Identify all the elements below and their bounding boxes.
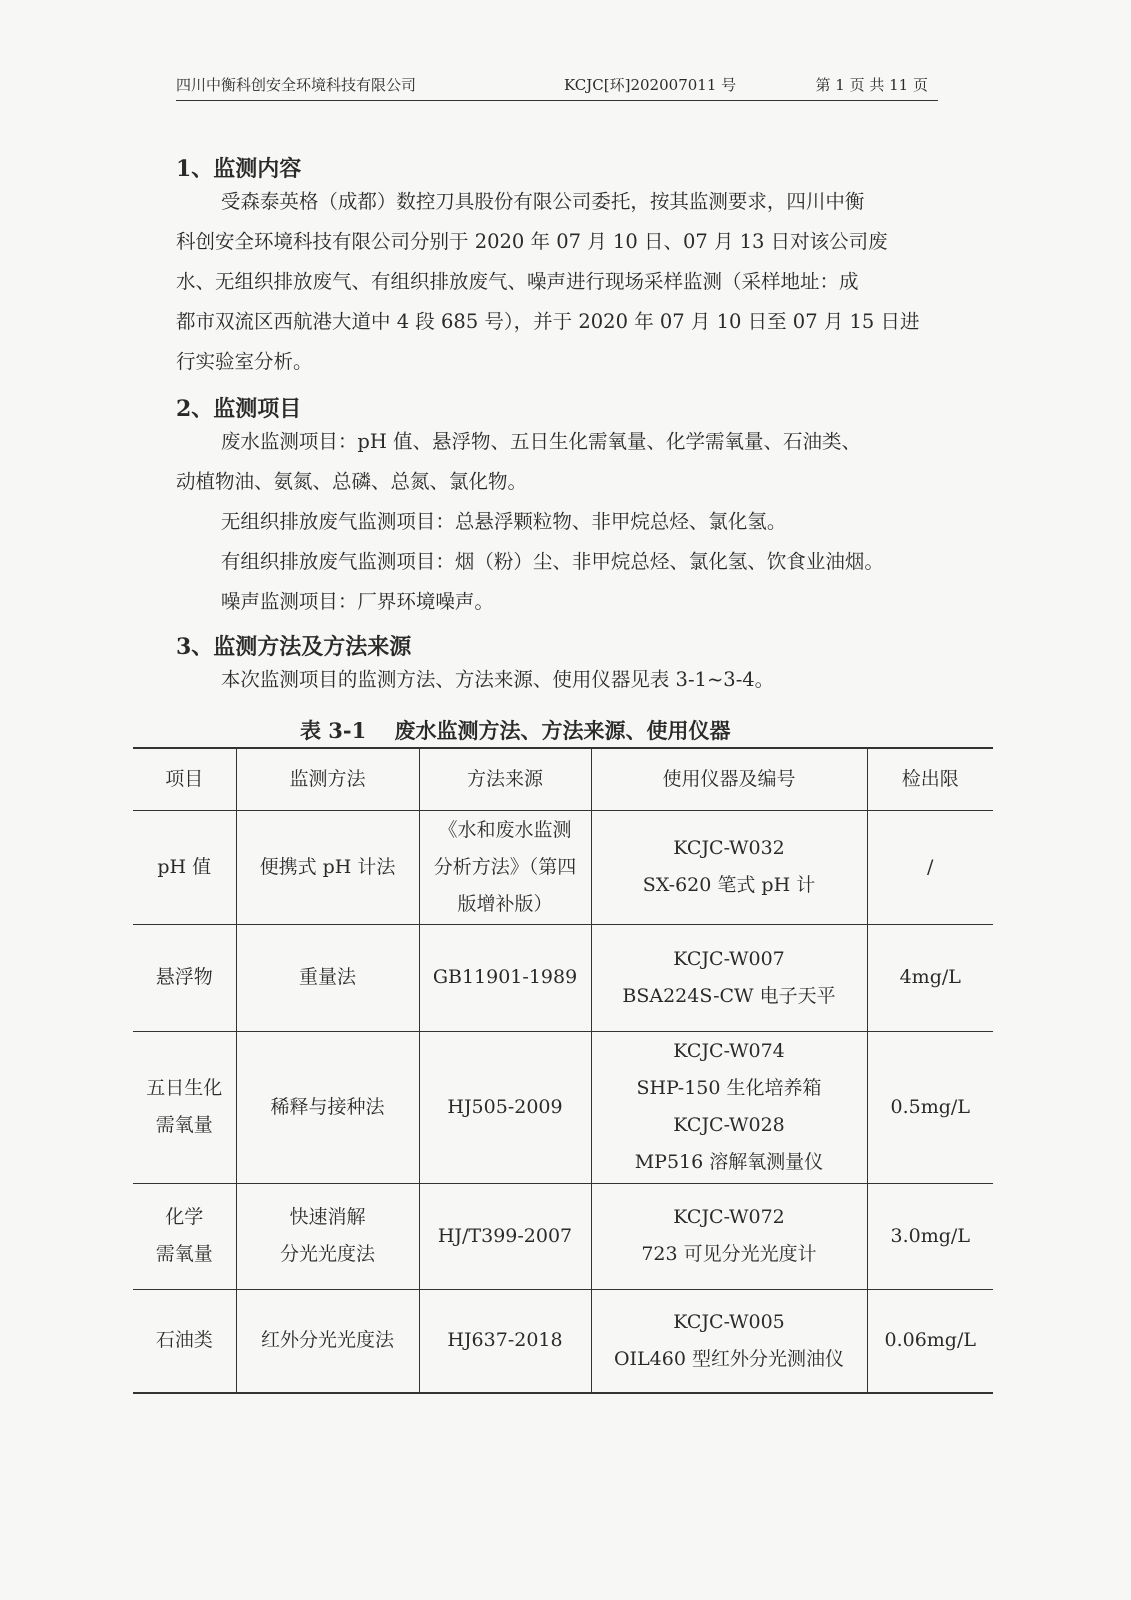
cell-item xyxy=(133,924,236,1031)
cell-source xyxy=(419,924,591,1031)
section2-line: 废水监测项目：pH 值、悬浮物、五日生化需氧量、化学需氧量、石油类、 xyxy=(220,430,862,453)
cell-text: pH 值 xyxy=(157,855,212,878)
header-page-number: 第 1 页 共 11 页 xyxy=(815,76,928,94)
cell-instrument xyxy=(591,1289,867,1393)
cell-instrument xyxy=(591,810,867,924)
section3-line: 本次监测项目的监测方法、方法来源、使用仪器见表 3-1~3-4。 xyxy=(220,668,775,691)
cell-source xyxy=(419,1183,591,1289)
cell-text: HJ505-2009 xyxy=(447,1095,563,1118)
cell-text: 石油类 xyxy=(155,1329,213,1352)
cell-item xyxy=(133,810,236,924)
table-row xyxy=(133,1031,993,1183)
cell-limit: / xyxy=(867,810,993,924)
table-row xyxy=(133,1183,993,1289)
header-source: 方法来源 xyxy=(419,748,591,810)
cell-text: 快速消解 xyxy=(289,1206,366,1228)
section2-line: 无组织排放废气监测项目：总悬浮颗粒物、非甲烷总烃、氯化氢。 xyxy=(220,510,787,533)
header-company: 四川中衡科创安全环境科技有限公司 xyxy=(176,76,417,94)
cell-text: 版增补版） xyxy=(457,892,553,915)
table-row xyxy=(133,810,993,924)
cell-text: 悬浮物 xyxy=(155,966,213,988)
section3-body xyxy=(176,660,944,700)
cell-instrument xyxy=(591,1031,867,1183)
cell-method xyxy=(236,1183,419,1289)
cell-limit: 0.06mg/L xyxy=(867,1289,993,1393)
header-limit: 检出限 xyxy=(867,748,993,810)
cell-text: 五日生化 xyxy=(146,1077,223,1099)
table-caption: 表 3-1 废水监测方法、方法来源、使用仪器 xyxy=(300,718,731,743)
cell-limit: 3.0mg/L xyxy=(867,1183,993,1289)
section1-body xyxy=(176,182,944,382)
cell-instrument xyxy=(591,924,867,1031)
cell-text: SX-620 笔式 pH 计 xyxy=(642,874,816,896)
section1-heading: 1、监测内容 xyxy=(176,156,302,182)
section2-line: 有组织排放废气监测项目：烟（粉）尘、非甲烷总烃、氯化氢、饮食业油烟。 xyxy=(220,550,884,573)
cell-source xyxy=(419,1289,591,1393)
cell-text: GB11901-1989 xyxy=(432,966,578,988)
header-report-number: KCJC[环]202007011 号 xyxy=(564,76,737,94)
cell-text: 便携式 pH 计法 xyxy=(259,855,396,878)
section2-body xyxy=(176,422,944,622)
cell-text: 需氧量 xyxy=(155,1243,213,1265)
cell-text: SHP-150 生化培养箱 xyxy=(636,1077,822,1099)
cell-text: 723 可见分光光度计 xyxy=(641,1243,817,1265)
cell-instrument xyxy=(591,1183,867,1289)
table-header-row xyxy=(133,748,993,810)
cell-text: 分析方法》（第四 xyxy=(433,855,577,878)
cell-text: 红外分光光度法 xyxy=(260,1329,394,1352)
cell-text: 分光光度法 xyxy=(279,1243,375,1265)
cell-method xyxy=(236,1289,419,1393)
cell-text: BSA224S-CW 电子天平 xyxy=(622,984,836,1007)
section2-line: 动植物油、氨氮、总磷、总氮、氯化物。 xyxy=(176,470,528,493)
cell-method xyxy=(236,810,419,924)
cell-text: KCJC-W074 xyxy=(673,1040,785,1062)
cell-source xyxy=(419,810,591,924)
method-table xyxy=(133,747,993,1394)
cell-text: 化学 xyxy=(165,1206,204,1228)
cell-text: KCJC-W072 xyxy=(673,1206,785,1228)
cell-text: 需氧量 xyxy=(155,1114,213,1136)
cell-method xyxy=(236,1031,419,1183)
header-method: 监测方法 xyxy=(236,748,419,810)
cell-text: OIL460 型红外分光测油仪 xyxy=(613,1347,844,1370)
section3-heading: 3、监测方法及方法来源 xyxy=(176,634,412,660)
table-row xyxy=(133,1289,993,1393)
section1-line: 水、无组织排放废气、有组织排放废气、噪声进行现场采样监测（采样地址：成 xyxy=(176,270,859,293)
cell-text: 稀释与接种法 xyxy=(270,1095,385,1118)
cell-text: KCJC-W032 xyxy=(673,837,785,859)
section2-heading: 2、监测项目 xyxy=(176,396,302,422)
cell-method xyxy=(236,924,419,1031)
section1-line: 都市双流区西航港大道中 4 段 685 号），并于 2020 年 07 月 10 日至 07 月 15 日进 xyxy=(176,310,920,333)
header-instrument: 使用仪器及编号 xyxy=(591,748,867,810)
cell-text: HJ/T399-2007 xyxy=(437,1224,573,1247)
cell-limit: 4mg/L xyxy=(867,924,993,1031)
cell-text: HJ637-2018 xyxy=(447,1329,563,1352)
cell-item xyxy=(133,1289,236,1393)
cell-item xyxy=(133,1031,236,1183)
cell-text: KCJC-W007 xyxy=(673,947,785,970)
cell-text: MP516 溶解氧测量仪 xyxy=(634,1151,824,1173)
cell-text: KCJC-W005 xyxy=(673,1310,785,1333)
section2-line: 噪声监测项目：厂界环境噪声。 xyxy=(220,590,494,613)
cell-text: 《水和废水监测 xyxy=(438,818,572,841)
cell-limit: 0.5mg/L xyxy=(867,1031,993,1183)
cell-source xyxy=(419,1031,591,1183)
section1-line: 行实验室分析。 xyxy=(176,350,313,373)
cell-text: KCJC-W028 xyxy=(673,1114,785,1136)
page-header xyxy=(176,76,938,101)
cell-text: 重量法 xyxy=(298,966,356,988)
cell-item xyxy=(133,1183,236,1289)
table-row xyxy=(133,924,993,1031)
section1-line: 受森泰英格（成都）数控刀具股份有限公司委托，按其监测要求，四川中衡 xyxy=(220,190,865,213)
header-item: 项目 xyxy=(133,748,236,810)
section1-line: 科创安全环境科技有限公司分别于 2020 年 07 月 10 日、07 月 13 日对该公司废 xyxy=(176,230,888,253)
